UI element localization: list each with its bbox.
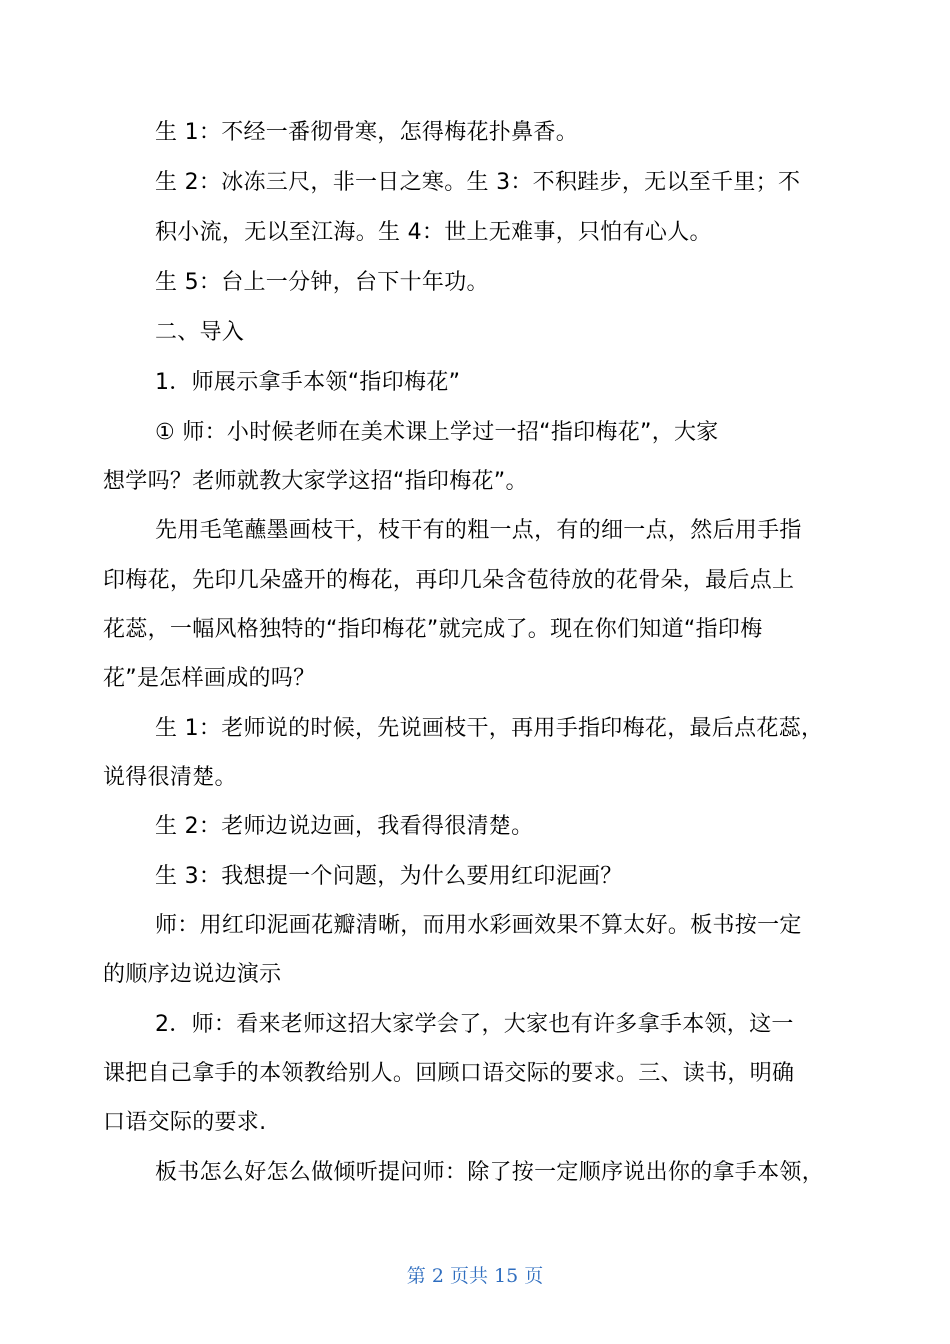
text-line-21: 口语交际的要求. — [103, 1110, 267, 1135]
text-line-13: 生 1：老师说的时候，先说画枝干，再用手指印梅花，最后点花蕊， — [155, 716, 824, 741]
section-heading-intro: 二、导入 — [155, 320, 245, 345]
text-line-6: 1．师展示拿手本领“指印梅花” — [155, 370, 461, 395]
text-line-8: 想学吗？老师就教大家学这招“指印梅花”。 — [103, 469, 528, 494]
text-line-9: 先用毛笔蘸墨画枝干，枝干有的粗一点，有的细一点，然后用手指 — [155, 518, 802, 543]
text-line-22: 板书怎么好怎么做倾听提问师：除了按一定顺序说出你的拿手本领， — [155, 1160, 825, 1185]
text-line-11: 花蕊，一幅风格独特的“指印梅花”就完成了。现在你们知道“指印梅 — [103, 617, 763, 642]
text-line-16: 生 3：我想提一个问题，为什么要用红印泥画？ — [155, 864, 623, 889]
text-line-14: 说得很清楚。 — [103, 765, 237, 790]
text-line-18: 的顺序边说边演示 — [103, 962, 282, 987]
text-line-4: 生 5：台上一分钟，台下十年功。 — [155, 270, 489, 295]
text-line-17: 师：用红印泥画花瓣清晰，而用水彩画效果不算太好。板书按一定 — [155, 913, 802, 938]
text-line-10: 印梅花，先印几朵盛开的梅花，再印几朵含苞待放的花骨朵，最后点上 — [103, 568, 795, 593]
text-line-3: 积小流，无以至江海。生 4：世上无难事，只怕有心人。 — [155, 220, 712, 245]
text-line-20: 课把自己拿手的本领教给别人。回顾口语交际的要求。三、读书，明确 — [103, 1061, 795, 1086]
text-line-2: 生 2：冰冻三尺，非一日之寒。生 3：不积跬步，无以至千里；不 — [155, 170, 801, 195]
page-number-footer: 第 2 页共 15 页 — [406, 1265, 544, 1287]
text-line-12: 花”是怎样画成的吗？ — [103, 666, 316, 691]
text-line-7: ① 师：小时候老师在美术课上学过一招“指印梅花”，大家 — [155, 420, 719, 445]
text-line-19: 2．师：看来老师这招大家学会了，大家也有许多拿手本领，这一 — [155, 1012, 794, 1037]
text-line-15: 生 2：老师边说边画，我看得很清楚。 — [155, 814, 534, 839]
text-line-1: 生 1：不经一番彻骨寒，怎得梅花扑鼻香。 — [155, 120, 578, 145]
